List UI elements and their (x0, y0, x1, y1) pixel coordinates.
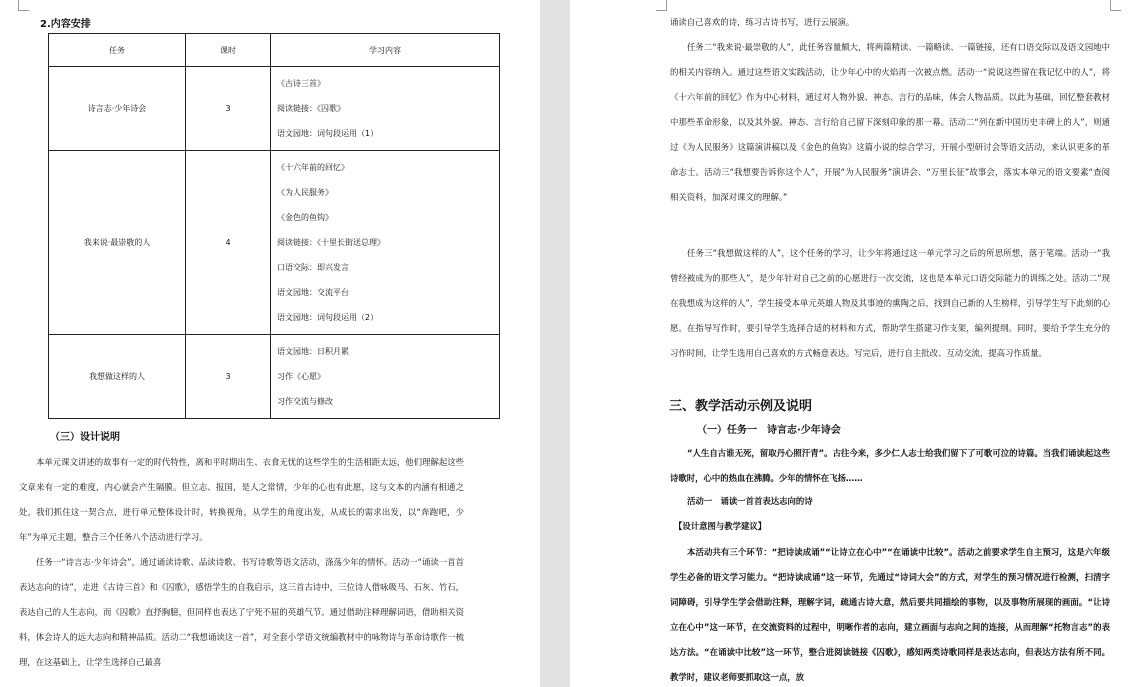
content-item: 《金色的鱼钩》 (277, 213, 333, 222)
body-paragraph: 诵读自己喜欢的诗，练习古诗书写，进行云展演。 (670, 17, 855, 27)
page-gutter (540, 0, 570, 687)
table-row (49, 335, 500, 419)
task-cell: 我想做这样的人 (49, 335, 186, 419)
design-paragraph: 本单元课文讲述的故事有一定的时代特性，离和平时期出生、衣食无忧的这些学生的生活相距太远，他们理解起这些文章来有一定的难度，内心就会产生隔膜。但立志、报国，是人之常情，少年的心也有此愿，这与文本的内涵有相通之处，我们抓住这一契合点，进行单元整体设计时，转换视角，从学生的角度出发，从成长的需求出发，以“奔跑吧，少年”为单元主题，整合三个任务八个活动进行学习。 (19, 457, 464, 542)
task-one-title: （一）任务一 诗言志·少年诗会 (697, 425, 841, 436)
content-item: 语文园地：交流平台 (277, 288, 349, 297)
content-cell (271, 335, 500, 419)
activity-one-title: 活动一 诵读一首首表达志向的诗 (687, 496, 813, 506)
content-item: 阅读链接：《囚歌》 (277, 104, 345, 113)
body-paragraph: 任务二“我来说·最崇敬的人”，此任务容量颇大，将两篇精读、一篇略读、一篇链接，还有口语交际以及语文园地中的相关内容纳入。通过这些语文实践活动，让少年心中的火焰再一次被点燃。活动一“说说这些留在我记忆中的人”，将《十六年前的回忆》作为中心材料，通过对人物外貌、神态、言行的品味，体会人物品质。以此为基础，回忆整套教材中那些革命形象，以及其外貌、神态、言行给自己留下深刻印象的那一幕。活动二“列在新中国历史丰碑上的人”，则通过《为人民服务》这篇演讲稿以及《金色的鱼钩》这篇小说的综合学习，开展小型研讨会等语文活动，来认识更多的革命志士。活动三“我想要告诉你这个人”，开展“为人民服务”演讲会、“万里长征”故事会，落实本单元的语文要素“查阅相关资料，加深对课文的理解。” (670, 42, 1110, 202)
page-corner-mark (656, 0, 667, 11)
task-one-intro: “人生自古谁无死，留取丹心照汗青”。古往今来，多少仁人志士给我们留下了可歌可泣的诗篇。当我们诵读起这些诗歌时，心中的热血在沸腾。少年的情怀在飞扬…… (670, 448, 1110, 483)
content-item: 语文园地：词句段运用（2） (277, 313, 379, 322)
table-header-cell: 任务 (49, 34, 186, 67)
page-corner-mark (18, 0, 29, 11)
page-corner-mark (1110, 0, 1121, 11)
content-item: 口语交际：即兴发言 (277, 263, 349, 272)
hours-cell: 4 (186, 151, 271, 335)
content-item: 语文园地：词句段运用（1） (277, 129, 379, 138)
table-header-cell: 课时 (186, 34, 271, 67)
content-item: 习作《心愿》 (277, 372, 325, 381)
content-item: 习作交流与修改 (277, 397, 333, 406)
design-explanation-heading: （三）设计说明 (50, 432, 120, 443)
hours-cell: 3 (186, 335, 271, 419)
content-item: 《十六年前的回忆》 (277, 163, 349, 172)
body-paragraph: 任务三“我想做这样的人”，这个任务的学习，让少年将通过这一单元学习之后的所思所想，落于笔端。活动一“我曾经被成为的那些人”，是少年针对自己之前的心愿进行一次交流，这也是本单元口语交际能力的训练之处。活动二“现在我想成为这样的人”，学生接受本单元英雄人物及其事迹的熏陶之后，找到自己新的人生榜样，引导学生写下此刻的心愿。在指导写作时，要引导学生选择合适的材料和方式，帮助学生搭建习作支架，编列提纲。同时，要给予学生充分的习作时间，让学生选用自己喜欢的方式畅意表达。写完后，进行自主批改、互动交流，提高习作质量。 (670, 248, 1110, 358)
table-header-row (49, 34, 500, 67)
content-cell (271, 67, 500, 151)
content-item: 《古诗三首》 (277, 79, 325, 88)
section-three-title: 三、教学活动示例及说明 (669, 399, 813, 414)
content-item: 《为人民服务》 (277, 188, 333, 197)
content-arrangement-table (48, 33, 500, 419)
right-page (570, 0, 1130, 687)
hours-cell: 3 (186, 67, 271, 151)
content-item: 语文园地：日积月累 (277, 347, 349, 356)
task-cell: 我来说·最崇敬的人 (49, 151, 186, 335)
content-arrangement-heading: 2.内容安排 (40, 19, 91, 30)
content-cell (271, 151, 500, 335)
task-cell: 诗言志·少年诗会 (49, 67, 186, 151)
left-page (0, 0, 540, 687)
content-item: 阅读链接：《十里长街送总理》 (277, 238, 385, 247)
design-paragraph: 任务一“诗言志·少年诗会”，通过诵读诗歌、品读诗歌、书写诗歌等语文活动，涤荡少年的情怀。活动一“诵读一首首表达志向的诗”，走进《古诗三首》和《囚歌》，感悟学生的自我启示，这三首古诗中，三位诗人借咏吸马、石灰、竹石，表达自己的人生志向，而《囚歌》直抒胸臆，但同样也表达了宁死不屈的英雄气节。通过借助注释理解词语，借助相关资料，体会诗人的远大志向和精神品质。活动二“我想诵读这一首”，对全套小学语文统编教材中的咏物诗与革命诗歌作一梳理，在这基础上，让学生选择自己最喜 (19, 557, 464, 667)
design-intent-body: 本活动共有三个环节：“把诗读成诵”“让诗立在心中”“在诵读中比较”。活动之前要求学生自主预习，这是六年级学生必备的语文学习能力。“把诗读成诵”这一环节，先通过“诗词大会”的方式，对学生的预习情况进行检测，扫清字词障碍，引导学生学会借助注释，理解字词，疏通古诗大意，然后要共同描绘的事物，以及事物所展现的画面。“让诗立在心中”这一环节，在交流资料的过程中，明晰作者的志向，建立画面与志向之间的连接，从而理解“托物言志”的表达方法。“在诵读中比较”这一环节，整合进阅读链接《囚歌》，感知两类诗歌同样是表达志向，但表达方法有所不同。教学时，建议老师要抓取这一点，放 (670, 547, 1110, 682)
table-row (49, 67, 500, 151)
table-header-cell: 学习内容 (271, 34, 500, 67)
design-intent-heading: 【设计意图与教学建议】 (674, 521, 767, 531)
table-row (49, 151, 500, 335)
